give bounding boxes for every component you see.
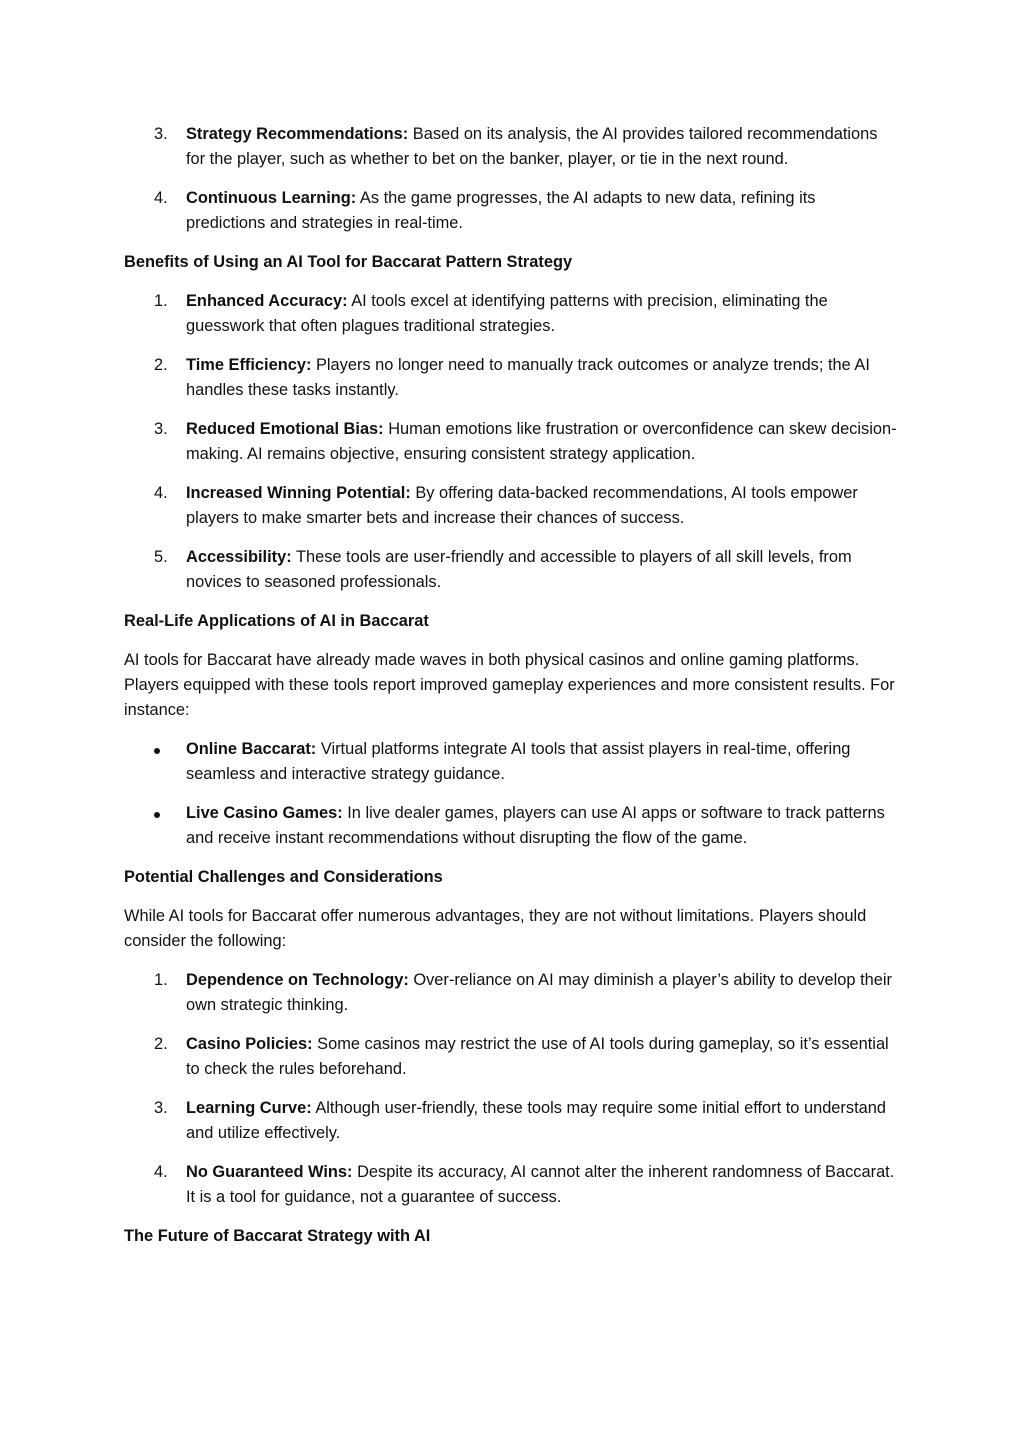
list-item [124, 1096, 899, 1146]
list-item-term: Time Efficiency: [186, 356, 312, 374]
list-item-term: Learning Curve: [186, 1099, 312, 1117]
list-item-text: Players no longer need to manually track outcomes or analyze trends; the AI handles these tasks instantly. [186, 356, 870, 399]
list-item [124, 801, 899, 851]
list-item [124, 737, 899, 787]
list-number: 2. [154, 1035, 168, 1053]
list-item-term: No Guaranteed Wins: [186, 1163, 353, 1181]
list-item-term: Dependence on Technology: [186, 971, 409, 989]
list-item [124, 1160, 899, 1210]
list-item-text: By offering data-backed recommendations, AI tools empower players to make smarter bets and increase their chances of success. [186, 484, 858, 527]
list-number: 4. [154, 1163, 168, 1181]
list-item-term: Live Casino Games: [186, 804, 343, 822]
list-item-text: Although user-friendly, these tools may require some initial effort to understand and utilize effectively. [186, 1099, 886, 1142]
list-number: 2. [154, 356, 168, 374]
list-item [124, 417, 899, 467]
list-item-text: Over-reliance on AI may diminish a player’s ability to develop their own strategic thinking. [186, 971, 892, 1014]
bullet-icon [154, 812, 160, 818]
list-item [124, 481, 899, 531]
challenges-paragraph: While AI tools for Baccarat offer numerous advantages, they are not without limitations. Players should consider the following: [124, 907, 867, 950]
future-heading: The Future of Baccarat Strategy with AI [124, 1227, 431, 1245]
list-item-text: As the game progresses, the AI adapts to new data, refining its predictions and strategies in real-time. [186, 189, 816, 232]
benefits-heading: Benefits of Using an AI Tool for Baccarat Pattern Strategy [124, 253, 573, 271]
applications-heading: Real-Life Applications of AI in Baccarat [124, 612, 429, 630]
document-page [124, 122, 899, 1263]
list-item-text: Despite its accuracy, AI cannot alter the inherent randomness of Baccarat. It is a tool for guidance, not a guarantee of success. [186, 1163, 895, 1206]
list-number: 3. [154, 420, 168, 438]
list-item-text: AI tools excel at identifying patterns with precision, eliminating the guesswork that often plagues traditional strategies. [186, 292, 828, 335]
list-item-term: Strategy Recommendations: [186, 125, 409, 143]
list-item-term: Continuous Learning: [186, 189, 357, 207]
list-item-term: Casino Policies: [186, 1035, 313, 1053]
list-item-term: Reduced Emotional Bias: [186, 420, 384, 438]
list-number: 3. [154, 125, 168, 143]
list-item [124, 1032, 899, 1082]
list-item-term: Accessibility: [186, 548, 292, 566]
list-item-text: Some casinos may restrict the use of AI tools during gameplay, so it’s essential to check the rules beforehand. [186, 1035, 889, 1078]
bullet-icon [154, 748, 160, 754]
list-item-text: These tools are user-friendly and accessible to players of all skill levels, from novices to seasoned professionals. [186, 548, 852, 591]
how-it-works-list-continued [124, 122, 899, 236]
benefits-list [124, 289, 899, 595]
list-number: 5. [154, 548, 168, 566]
list-number: 3. [154, 1099, 168, 1117]
list-item-text: Based on its analysis, the AI provides tailored recommendations for the player, such as whether to bet on the banker, player, or tie in the next round. [186, 125, 878, 168]
challenges-heading: Potential Challenges and Considerations [124, 868, 443, 886]
list-item [124, 353, 899, 403]
list-item [124, 545, 899, 595]
list-item [124, 968, 899, 1018]
list-item [124, 289, 899, 339]
list-item-term: Increased Winning Potential: [186, 484, 411, 502]
list-number: 4. [154, 484, 168, 502]
list-number: 1. [154, 292, 168, 310]
list-item-text: Virtual platforms integrate AI tools that assist players in real-time, offering seamless and interactive strategy guidance. [186, 740, 851, 783]
applications-paragraph: AI tools for Baccarat have already made waves in both physical casinos and online gaming platforms. Players equipped with these tools report improved gameplay experiences and more consistent results. For instance: [124, 651, 895, 719]
challenges-list [124, 968, 899, 1210]
list-number: 1. [154, 971, 168, 989]
list-item-text: In live dealer games, players can use AI apps or software to track patterns and receive instant recommendations without disrupting the flow of the game. [186, 804, 885, 847]
applications-list [124, 737, 899, 851]
list-item-text: Human emotions like frustration or overconfidence can skew decision-making. AI remains objective, ensuring consistent strategy application. [186, 420, 897, 463]
list-item [124, 186, 899, 236]
list-item-term: Online Baccarat: [186, 740, 317, 758]
list-item [124, 122, 899, 172]
list-item-term: Enhanced Accuracy: [186, 292, 348, 310]
list-number: 4. [154, 189, 168, 207]
